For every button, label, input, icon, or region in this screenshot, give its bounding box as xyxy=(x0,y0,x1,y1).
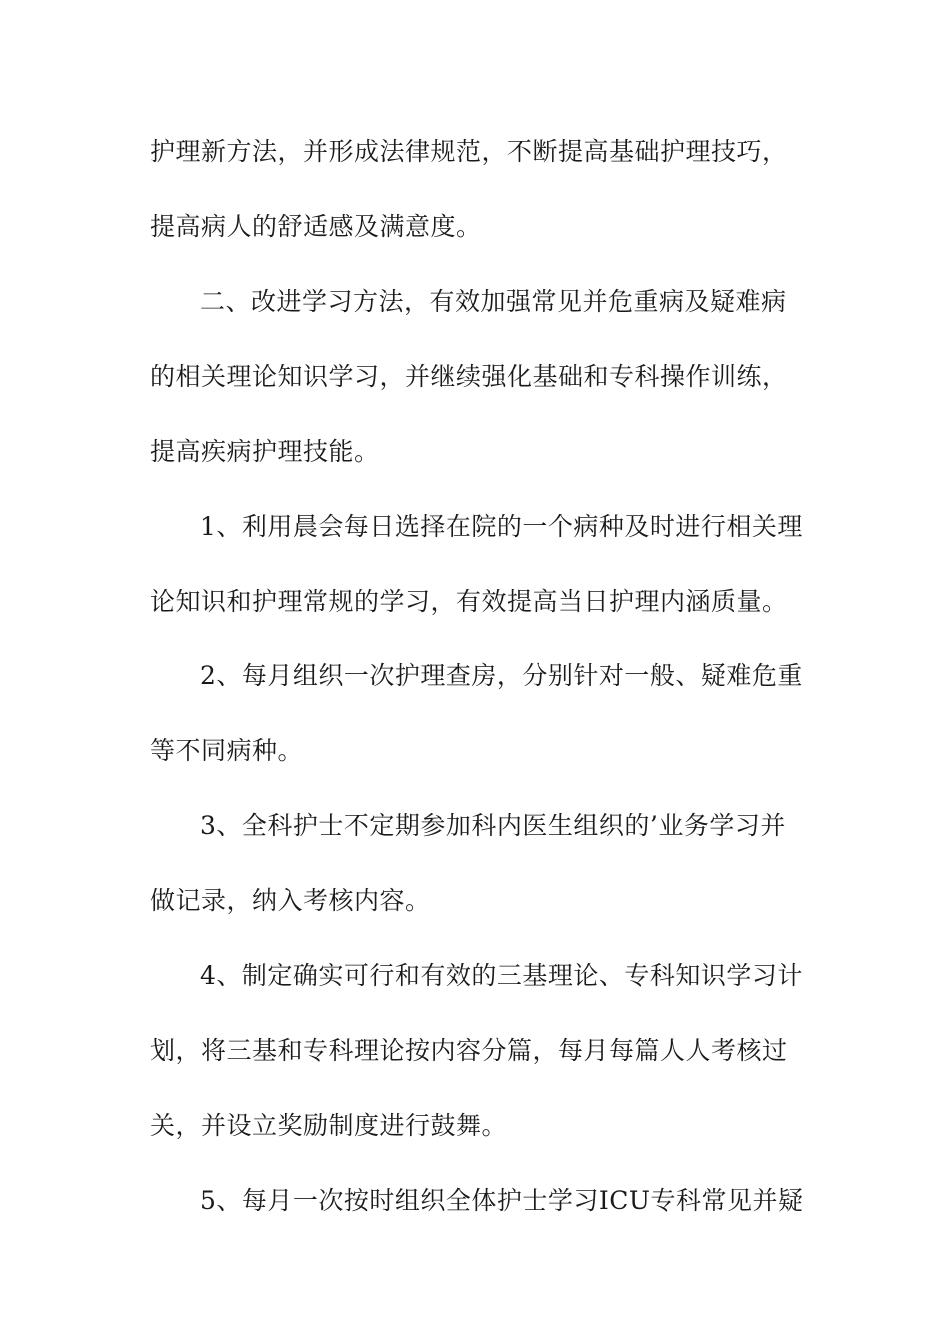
text-line: 等不同病种。 xyxy=(150,736,304,765)
section-heading: 二、改进学习方法，有效加强常见并危重病及疑难病 xyxy=(200,287,787,316)
list-item-2: 2、每月组织一次护理查房，分别针对一般、疑难危重 xyxy=(200,661,803,690)
text-line: 关，并设立奖励制度进行鼓舞。 xyxy=(150,1111,508,1140)
text-line: 护理新方法，并形成法律规范，不断提高基础护理技巧， xyxy=(150,137,788,166)
list-item-4: 4、制定确实可行和有效的三基理论、专科知识学习计 xyxy=(200,961,803,990)
text-line: 划，将三基和专科理论按内容分篇，每月每篇人人考核过 xyxy=(150,1036,788,1065)
list-item-3: 3、全科护士不定期参加科内医生组织的’业务学习并 xyxy=(200,811,786,840)
text-line: 提高疾病护理技能。 xyxy=(150,437,380,466)
list-item-1: 1、利用晨会每日选择在院的一个病种及时进行相关理 xyxy=(200,512,803,541)
text-line: 的相关理论知识学习，并继续强化基础和专科操作训练， xyxy=(150,362,788,391)
text-line: 论知识和护理常规的学习，有效提高当日护理内涵质量。 xyxy=(150,587,788,616)
list-item-5: 5、每月一次按时组织全体护士学习ICU专科常见并疑 xyxy=(200,1186,804,1215)
text-line: 做记录，纳入考核内容。 xyxy=(150,886,431,915)
text-line: 提高病人的舒适感及满意度。 xyxy=(150,212,482,241)
